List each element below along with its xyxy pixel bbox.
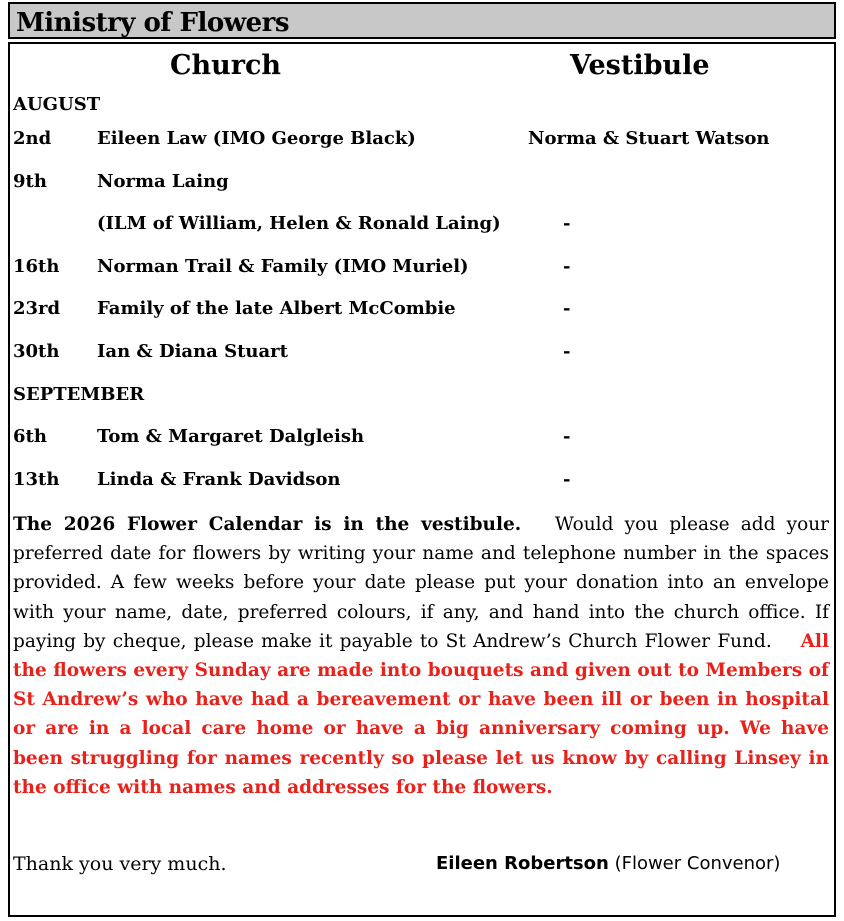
row-church: Norman Trail & Family (IMO Muriel): [97, 256, 469, 277]
schedule-row: [0, 298, 844, 324]
row-date: 30th: [13, 341, 60, 362]
row-date: 6th: [13, 426, 47, 447]
row-date: 9th: [13, 171, 47, 192]
schedule-row: [0, 213, 844, 239]
notice-paragraph: [13, 510, 829, 802]
row-church: Eileen Law (IMO George Black): [97, 128, 416, 149]
row-vestibule: -: [563, 469, 571, 490]
notice-highlight: All the flowers every Sunday are made into bouquets and given out to Members of St Andrew’s who have had a bereavement or have been ill or been in hospital or are in a local care home or have a big anniversary coming up. We have been struggling for names recently so please let us know by calling Linsey in the office with names and addresses for the flowers.: [13, 630, 829, 798]
column-heading-vestibule: Vestibule: [570, 50, 710, 81]
row-church: Linda & Frank Davidson: [97, 469, 341, 490]
row-vestibule: -: [563, 298, 571, 319]
notice-lead: The 2026 Flower Calendar is in the vestibule.: [13, 514, 522, 535]
schedule-row: [0, 469, 844, 495]
thanks-text: Thank you very much.: [13, 853, 227, 875]
month-heading-august: AUGUST: [13, 94, 101, 115]
row-vestibule: Norma & Stuart Watson: [528, 128, 770, 149]
section-title: Ministry of Flowers: [16, 8, 289, 38]
schedule-row: [0, 171, 844, 197]
signer-name: Eileen Robertson: [436, 853, 609, 874]
row-church: Tom & Margaret Dalgleish: [97, 426, 365, 447]
row-date: 16th: [13, 256, 60, 277]
schedule-row: [0, 426, 844, 452]
row-date: 23rd: [13, 298, 61, 319]
row-church: Family of the late Albert McCombie: [97, 298, 456, 319]
month-heading-september: SEPTEMBER: [13, 384, 145, 405]
notice-body: Would you please add your preferred date for flowers by writing your name and telephone number in the spaces provided. A few weeks before your date please put your donation into an envelope with your name, date, preferred colours, if any, and hand into the church office. If paying by cheque, please make it payable to St Andrew’s Church Flower Fund.: [13, 514, 829, 652]
row-church: Ian & Diana Stuart: [97, 341, 288, 362]
row-vestibule: -: [563, 426, 571, 447]
schedule-row: [0, 128, 844, 154]
row-vestibule: -: [563, 341, 571, 362]
signer-role: (Flower Convenor): [614, 853, 781, 874]
schedule-row: [0, 341, 844, 367]
schedule-row: [0, 256, 844, 282]
row-date: 13th: [13, 469, 60, 490]
column-heading-church: Church: [170, 50, 282, 81]
row-vestibule: -: [563, 256, 571, 277]
row-vestibule: -: [563, 213, 571, 234]
row-church: (ILM of William, Helen & Ronald Laing): [97, 213, 501, 234]
signature: [436, 853, 780, 874]
section-title-bar: [8, 2, 836, 39]
row-date: 2nd: [13, 128, 52, 149]
row-church: Norma Laing: [97, 171, 229, 192]
